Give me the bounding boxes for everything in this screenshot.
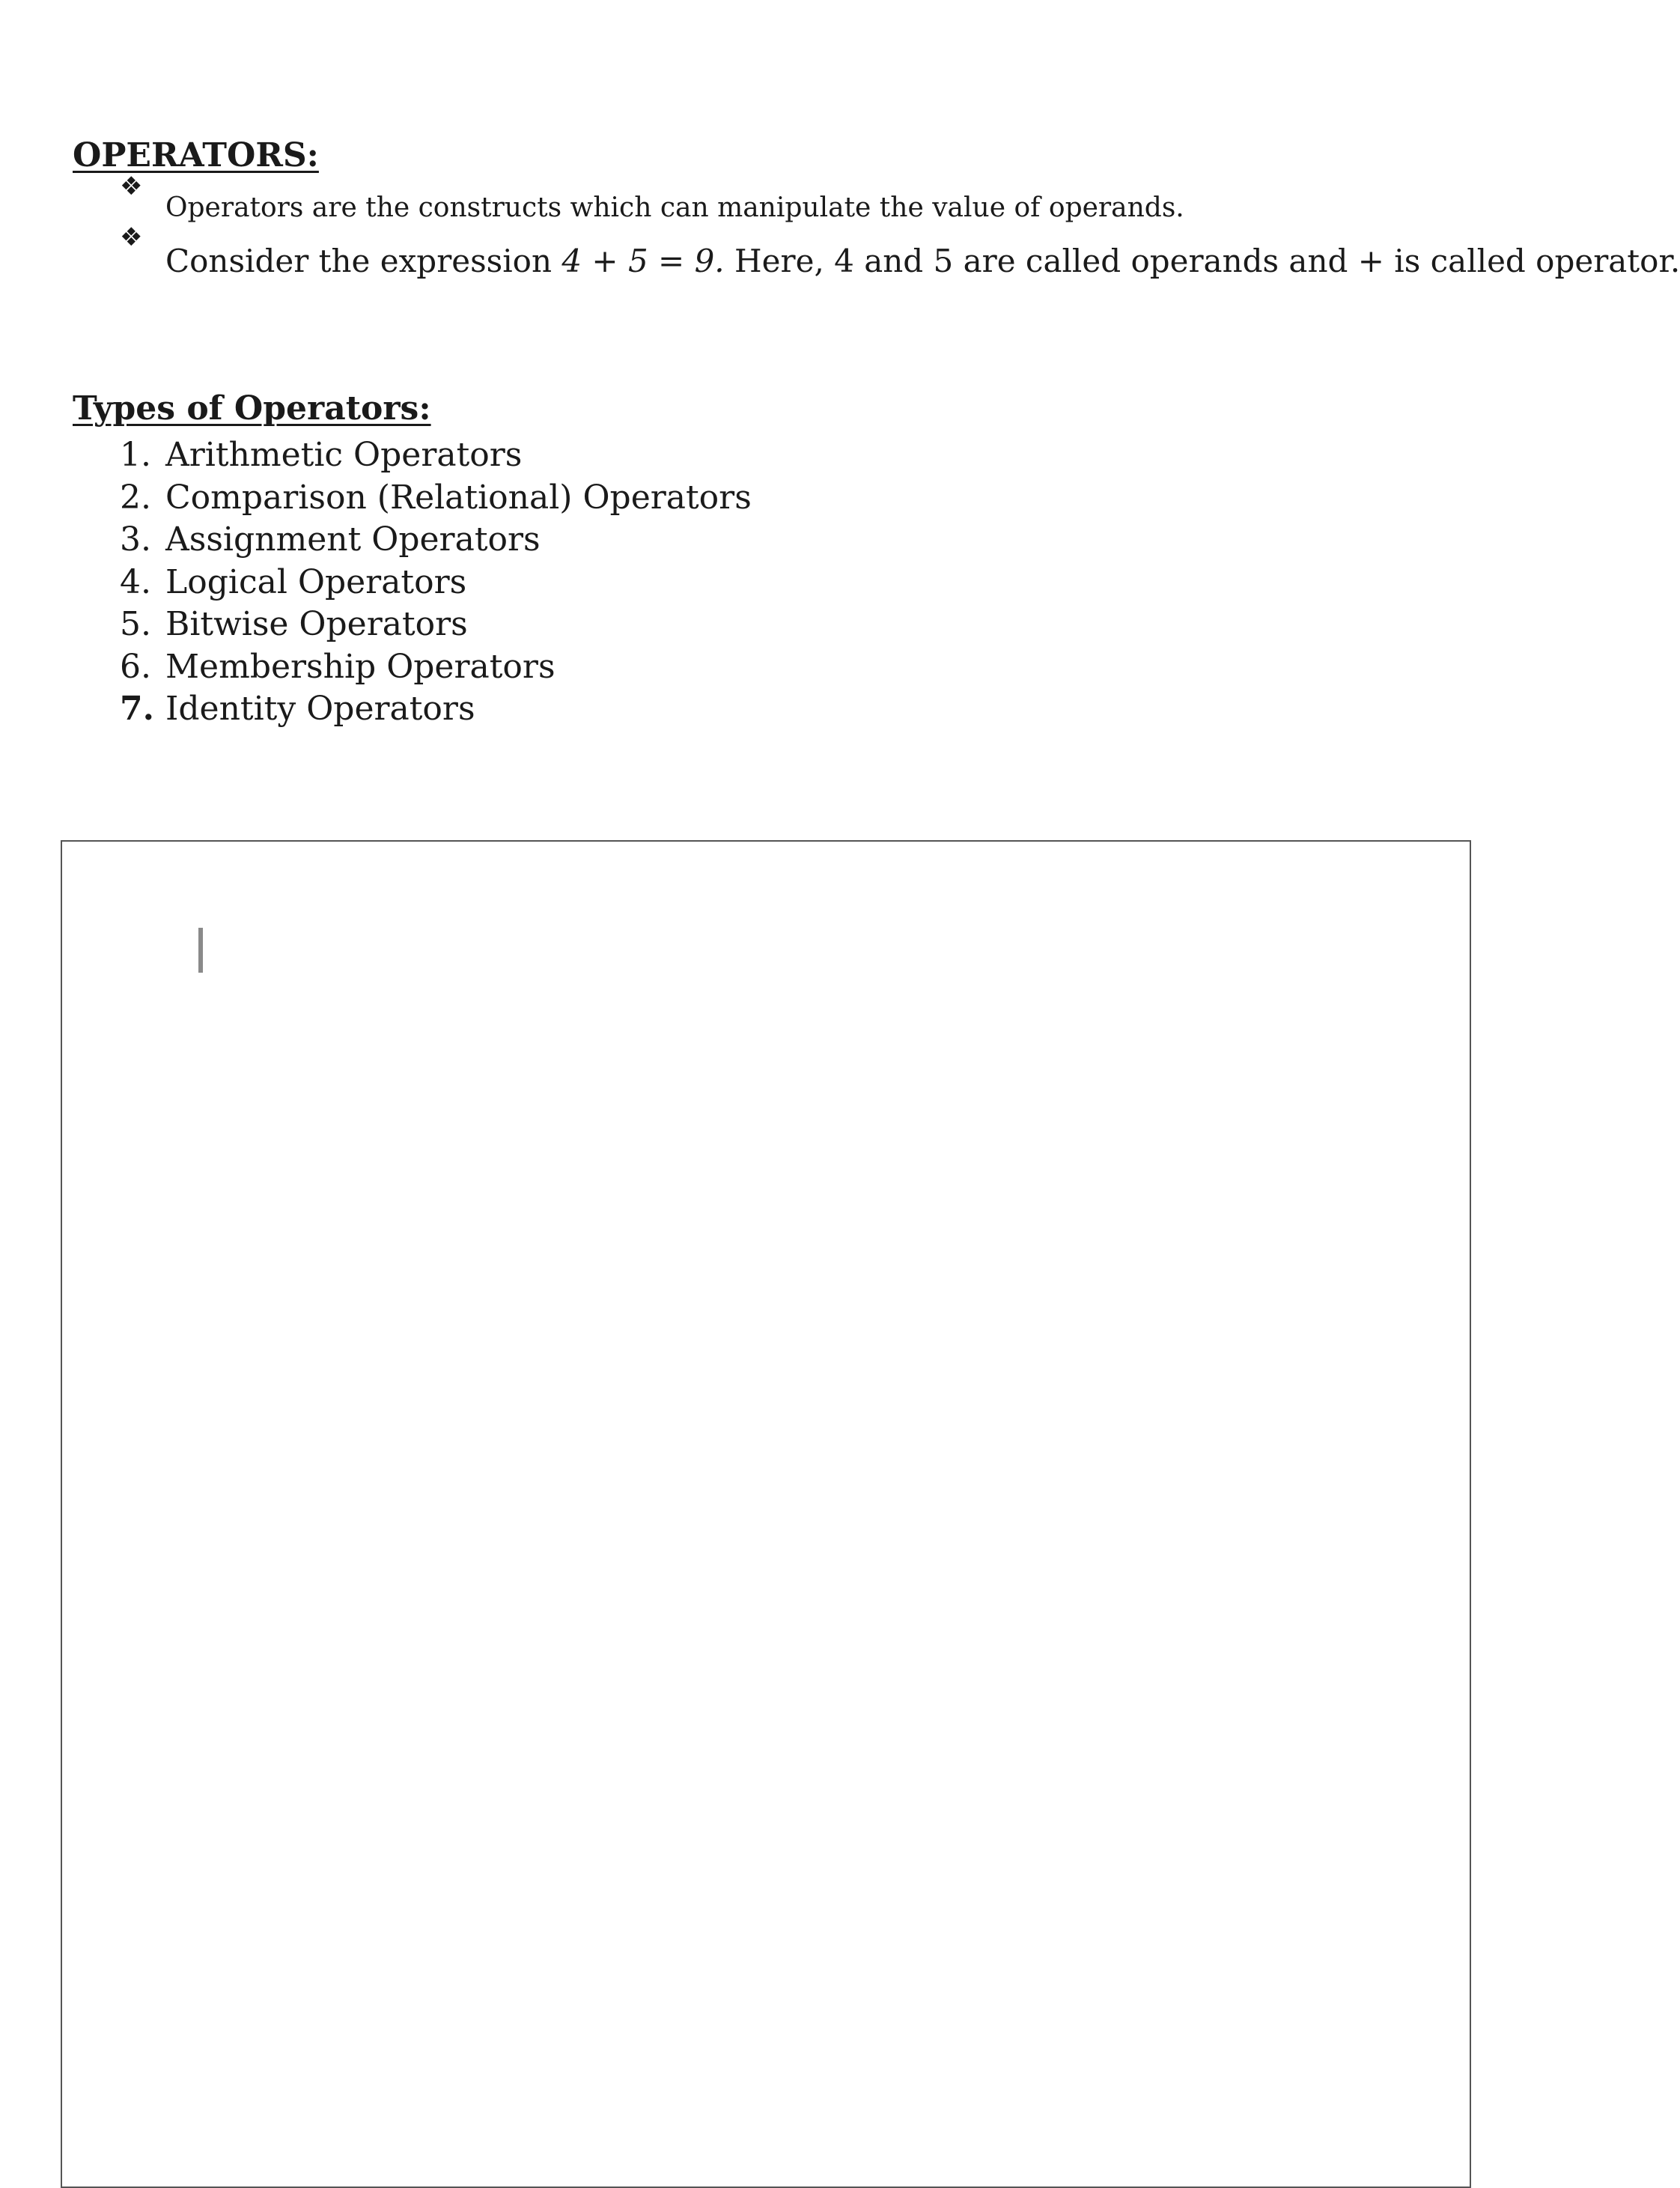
text-cursor: [198, 928, 203, 973]
list-number: 5.: [120, 605, 151, 643]
section-heading-types: Types of Operators:: [73, 389, 431, 428]
bullet-text: [165, 243, 1680, 279]
list-label: Logical Operators: [165, 562, 467, 601]
list-label: Identity Operators: [165, 690, 475, 728]
list-label: Arithmetic Operators: [165, 436, 523, 474]
list-number: 2.: [120, 478, 151, 517]
list-label: Comparison (Relational) Operators: [165, 478, 752, 517]
list-number: 7.: [120, 690, 154, 728]
expression-text: 4 + 5 = 9.: [561, 243, 725, 279]
list-label: Bitwise Operators: [165, 605, 468, 643]
list-number: 3.: [120, 520, 151, 559]
list-number: 6.: [120, 647, 151, 686]
text-box[interactable]: [61, 840, 1471, 2188]
bullet-text-before: Consider the expression: [165, 243, 562, 279]
list-label: Membership Operators: [165, 647, 556, 686]
bullet-text: Operators are the constructs which can manipulate the value of operands.: [165, 192, 1184, 223]
list-label: Assignment Operators: [165, 520, 541, 559]
diamond-bullet-icon: ❖: [120, 222, 143, 252]
list-number: 1.: [120, 436, 151, 474]
section-heading-operators: OPERATORS:: [73, 136, 319, 174]
bullet-text-after: Here, 4 and 5 are called operands and + is called operator.: [724, 243, 1680, 279]
list-number: 4.: [120, 562, 151, 601]
diamond-bullet-icon: ❖: [120, 171, 143, 201]
